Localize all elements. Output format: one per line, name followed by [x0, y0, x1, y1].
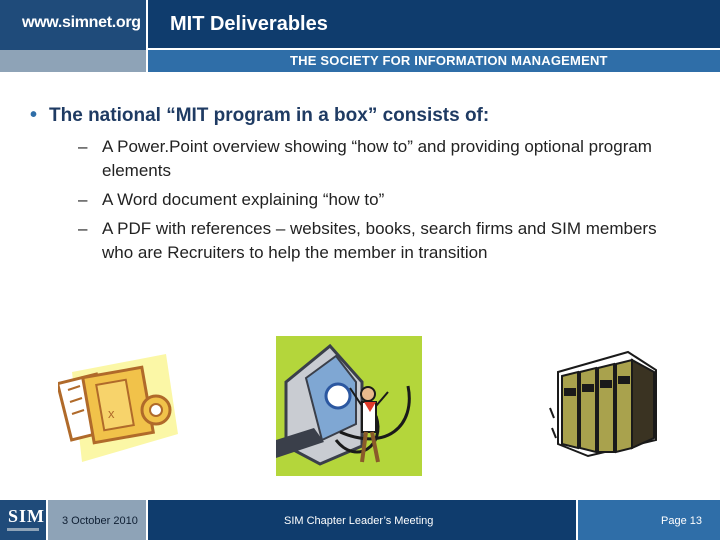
- dash: –: [78, 219, 88, 238]
- list-item-text: A PDF with references – websites, books, search firms and SIM members who are Recruiters to help the member in transition: [102, 219, 657, 262]
- site-url: www.simnet.org: [22, 14, 141, 31]
- header-strip: [0, 50, 146, 72]
- main-bullet: [30, 104, 690, 127]
- footer-date-block: [46, 500, 146, 540]
- spine-label: [582, 384, 594, 392]
- book-spine: [562, 372, 578, 448]
- projector-clipart: [58, 352, 180, 464]
- computer-user-clipart: [276, 336, 422, 476]
- main-bullet-text: The national “MIT program in a box” consists of:: [49, 105, 490, 126]
- spine-label: [564, 388, 576, 396]
- lens-inner: [150, 404, 162, 416]
- list-item-text: A Word document explaining “how to”: [102, 190, 385, 209]
- spine-label: [618, 376, 630, 384]
- footer-event-block: [146, 500, 576, 540]
- footer-page-block: [576, 500, 720, 540]
- list-item: [78, 188, 678, 212]
- sub-bullet-list: [78, 135, 678, 270]
- logo-underline: [7, 528, 39, 531]
- sim-logo-text: SIM: [8, 506, 46, 526]
- motion-mark: [550, 408, 554, 418]
- society-name: THE SOCIETY FOR INFORMATION MANAGEMENT: [290, 53, 608, 68]
- books-clipart: [548, 348, 660, 458]
- x-mark: x: [108, 406, 115, 421]
- slide-title: MIT Deliverables: [170, 13, 328, 35]
- book-spine: [598, 364, 614, 452]
- page-number: Page 13: [661, 515, 702, 527]
- book-spine: [616, 360, 632, 452]
- society-banner: [146, 48, 720, 72]
- person-head: [361, 387, 375, 401]
- footer-event: SIM Chapter Leader’s Meeting: [284, 515, 434, 527]
- footer-logo: [0, 500, 46, 540]
- motion-mark: [552, 428, 556, 438]
- book-side: [632, 360, 654, 448]
- footer-date: 3 October 2010: [62, 515, 138, 527]
- list-item: [78, 217, 678, 265]
- bullet-dot: •: [30, 104, 38, 126]
- dash: –: [78, 137, 88, 156]
- list-item: [78, 135, 678, 183]
- book-spine: [580, 368, 596, 452]
- dash: –: [78, 190, 88, 209]
- spine-label: [600, 380, 612, 388]
- list-item-text: A Power.Point overview showing “how to” and providing optional program elements: [102, 137, 652, 180]
- header-logo-block: [0, 0, 146, 72]
- screen-circle: [326, 384, 350, 408]
- header-title-bar: [146, 0, 720, 48]
